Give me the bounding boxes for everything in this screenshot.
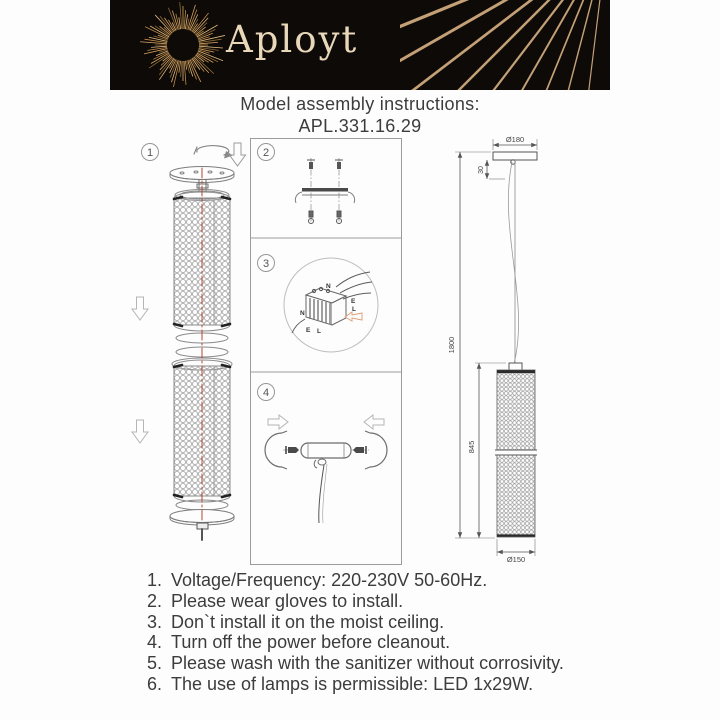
terminal-label-e: E [306, 327, 311, 334]
instruction-item [100, 591, 660, 612]
brand-name: Aployt [226, 18, 359, 61]
instruction-number: 2. [146, 590, 162, 611]
down-arrow-icon [132, 420, 148, 443]
terminal-label-l: L [317, 328, 321, 335]
dim-label-shade-height: 845 [467, 440, 476, 454]
title-block [0, 94, 720, 137]
dim-shade [495, 370, 537, 537]
ray-fan-decoration-icon [400, 0, 610, 90]
orange-pointer-arrow-icon [345, 312, 362, 321]
instruction-item [100, 570, 660, 591]
wire-label-e: E [351, 298, 356, 305]
instruction-text: Voltage/Frequency: 220-230V 50-60Hz. [171, 570, 488, 590]
instruction-text: The use of lamps is permissible: LED 1x29W. [171, 673, 534, 694]
down-arrow-icon [230, 143, 246, 166]
dim-label-overall-height: 1800 [447, 336, 456, 354]
brand-header [110, 0, 610, 90]
right-arrow-icon [268, 415, 288, 429]
power-cord [508, 162, 518, 364]
instruction-item [100, 653, 660, 674]
step2-bracket-diagram [258, 144, 355, 224]
instruction-number: 5. [146, 653, 162, 674]
wire-label-l: L [352, 306, 356, 313]
instructions-list [100, 570, 660, 695]
down-arrow-icon [132, 297, 148, 320]
step3-wiring-diagram [258, 255, 379, 353]
step1-exploded-view [132, 143, 246, 540]
instruction-text: Don`t install it on the moist ceiling. [171, 611, 445, 632]
terminal-block [306, 287, 346, 325]
wing-nuts [309, 211, 342, 224]
step4-number: 4 [262, 387, 270, 399]
mounting-bar [295, 188, 354, 203]
dim-label-canopy-diameter: Ø180 [505, 135, 525, 144]
cable-drop [314, 459, 327, 523]
instruction-number: 6. [146, 673, 162, 694]
instruction-text: Please wear gloves to install. [171, 590, 404, 611]
bottom-screw [197, 523, 208, 540]
instruction-number: 3. [146, 611, 162, 632]
instruction-number: 4. [146, 632, 162, 653]
dim-label-shade-diameter: Ø150 [506, 555, 526, 564]
model-number: APL.331.16.29 [298, 116, 422, 136]
step2-number: 2 [262, 147, 270, 159]
instruction-text: Please wash with the sanitizer without corrosivity. [171, 653, 564, 674]
terminal-label-n: N [300, 310, 305, 317]
rotate-arrow-icon [194, 146, 233, 159]
step3-number: 3 [262, 258, 270, 270]
shade-cap [509, 363, 522, 370]
instruction-text: Turn off the power before cleanout. [171, 632, 451, 653]
instruction-item [100, 612, 660, 633]
dim-label-canopy-height: 30 [478, 166, 485, 174]
left-arrow-icon [364, 415, 384, 429]
dimension-drawing [447, 135, 537, 564]
instruction-item [100, 674, 660, 695]
instruction-item [100, 632, 660, 653]
instruction-number: 1. [146, 570, 162, 590]
step1-number: 1 [146, 147, 154, 159]
page-title: Model assembly instructions: [240, 94, 480, 114]
step4-canopy-diagram [258, 384, 388, 524]
starburst-logo-icon [138, 0, 228, 90]
wire-label-n: N [326, 283, 331, 290]
dim-canopy [493, 152, 537, 160]
bracket-screws [307, 160, 343, 169]
assembly-diagram [0, 135, 720, 565]
